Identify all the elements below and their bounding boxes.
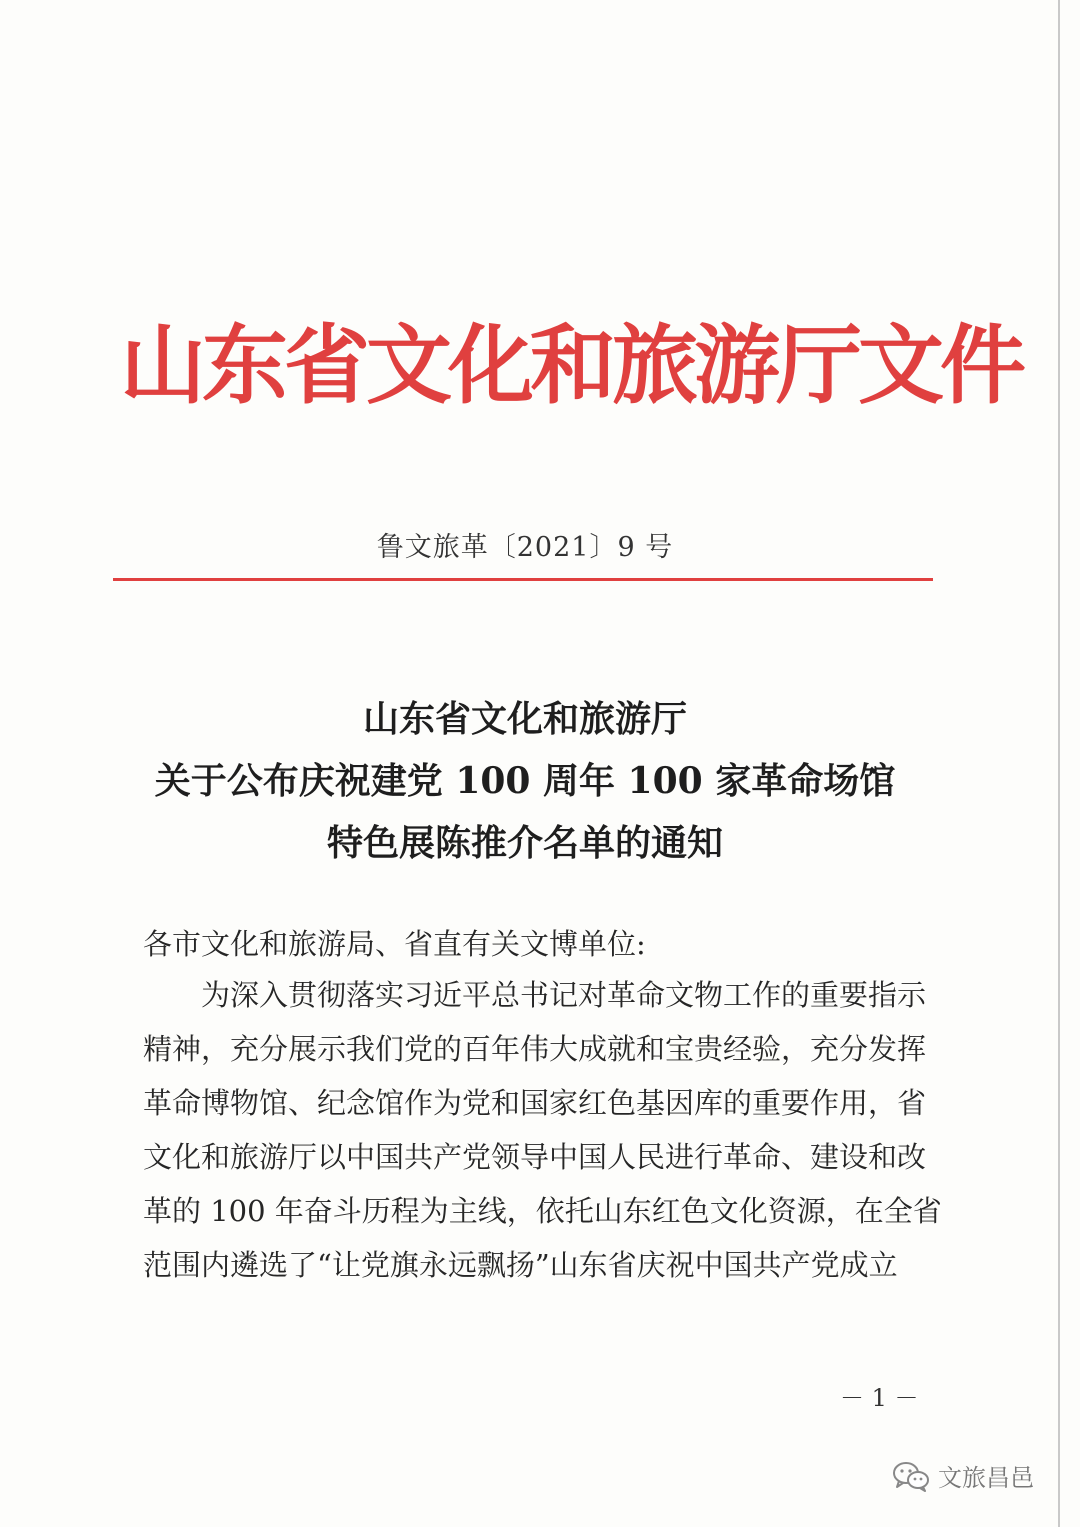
body-line: 精神，充分展示我们党的百年伟大成就和宝贵经验，充分发挥 bbox=[143, 1032, 927, 1066]
wechat-watermark bbox=[892, 1458, 1034, 1493]
title-line: 关于公布庆祝建党 100 周年 100 家革命场馆 bbox=[154, 760, 896, 802]
body-line: 文化和旅游厅以中国共产党领导中国人民进行革命、建设和改 bbox=[143, 1140, 927, 1174]
page-number: － 1 － bbox=[840, 1384, 919, 1412]
document-number: 鲁文旅革〔2021〕9 号 bbox=[376, 532, 674, 563]
notice-title bbox=[100, 688, 950, 874]
wechat-icon bbox=[892, 1460, 930, 1492]
body-line: 范围内遴选了“让党旗永远飘扬”山东省庆祝中国共产党成立 bbox=[143, 1248, 898, 1282]
page-edge-divider bbox=[1058, 0, 1060, 1527]
red-divider-line bbox=[113, 578, 933, 581]
body-paragraph bbox=[143, 968, 942, 1292]
watermark-text: 文旅昌邑 bbox=[938, 1464, 1034, 1492]
masthead-title: 山东省文化和旅游厅文件 bbox=[120, 316, 1022, 416]
body-line: 革命博物馆、纪念馆作为党和国家红色基因库的重要作用，省 bbox=[143, 1086, 927, 1120]
title-line: 山东省文化和旅游厅 bbox=[362, 698, 687, 740]
salutation: 各市文化和旅游局、省直有关文博单位: bbox=[143, 927, 646, 961]
body-line: 革的 100 年奋斗历程为主线，依托山东红色文化资源，在全省 bbox=[143, 1194, 942, 1228]
body-line: 为深入贯彻落实习近平总书记对革命文物工作的重要指示 bbox=[143, 978, 927, 1012]
title-line: 特色展陈推介名单的通知 bbox=[326, 822, 723, 864]
